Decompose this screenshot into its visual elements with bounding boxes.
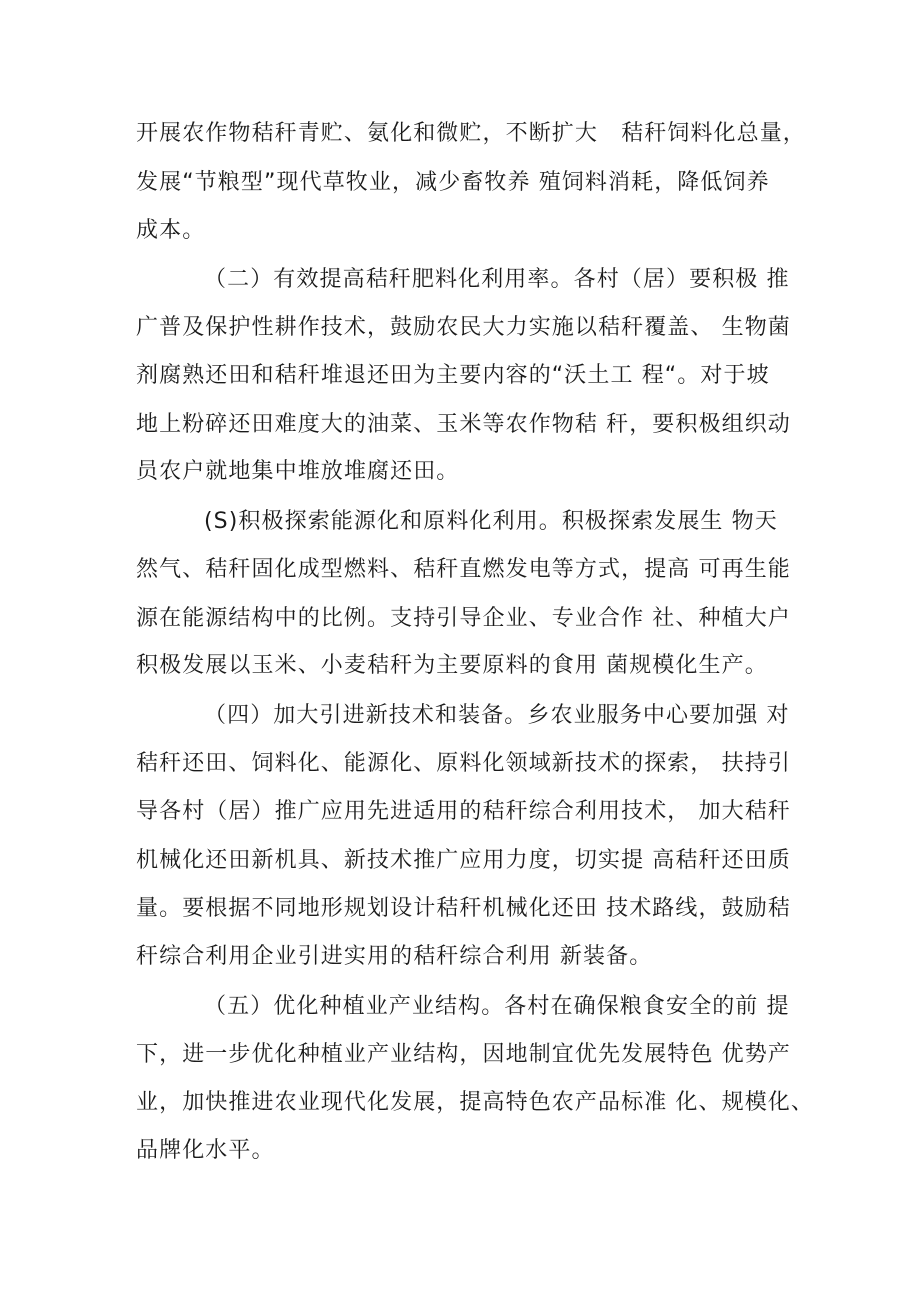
paragraph-line: 成本。 [136, 218, 206, 243]
paragraph-line: 量。要根据不同地形规划设计秸秆机械化还田 技术路线，鼓励秸 [136, 896, 791, 921]
paragraph-line: 剂腐熟还田和秸秆堆退还田为主要内容的“沃土工 程“。对于坡 [136, 363, 770, 388]
paragraph-line: 秸秆还田、饲料化、能源化、原料化领域新技术的探索， 扶持引 [136, 751, 791, 776]
paragraph-line: 员农户就地集中堆放堆腐还田。 [136, 459, 460, 484]
paragraph-line: 源在能源结构中的比例。支持引导企业、专业合作 社、种植大户 [136, 606, 791, 631]
paragraph-line: （二）有效提高秸秆肥料化利用率。各村（居）要积极 推 [204, 267, 790, 292]
paragraph-line: 发展“节粮型”现代草牧业，减少畜牧养 殖饲料消耗，降低饲养 [136, 170, 770, 195]
paragraph-line: 积极发展以玉米、小麦秸秆为主要原料的食用 菌规模化生产。 [136, 653, 768, 678]
paragraph-line: 地上粉碎还田难度大的油菜、玉米等农作物秸 秆，要积极组织动 [136, 412, 791, 437]
paragraph-line: 下，进一步优化种植业产业结构，因地制宜优先发展特色 优势产 [136, 1042, 791, 1067]
paragraph-line: 导各村（居）推广应用先进适用的秸秆综合利用技术， 加大秸秆 [136, 799, 791, 824]
paragraph-line: 广普及保护性耕作技术，鼓励农民大力实施以秸秆覆盖、 生物菌 [136, 315, 791, 340]
paragraph-line: 秆综合利用企业引进实用的秸秆综合利用 新装备。 [136, 944, 653, 969]
paragraph-line: 机械化还田新机具、新技术推广应用力度，切实提 高秸秆还田质 [136, 848, 791, 873]
paragraph-line: （五）优化种植业产业结构。各村在确保粮食安全的前 提 [204, 994, 790, 1019]
paragraph-line: (S)积极探索能源化和原料化利用。积极探索发展生 物天 [204, 509, 778, 534]
paragraph-line: 然气、秸秆固化成型燃料、秸秆直燃发电等方式，提高 可再生能 [136, 557, 791, 582]
paragraph-line: 业，加快推进农业现代化发展，提高特色农产品标准 化、规模化、 [136, 1090, 814, 1115]
paragraph-line: 品牌化水平。 [136, 1138, 275, 1163]
paragraph-line: 开展农作物秸秆青贮、氨化和微贮，不断扩大 秸秆饲料化总量， [136, 121, 806, 146]
paragraph-line: （四）加大引进新技术和装备。乡农业服务中心要加强 对 [204, 703, 790, 728]
